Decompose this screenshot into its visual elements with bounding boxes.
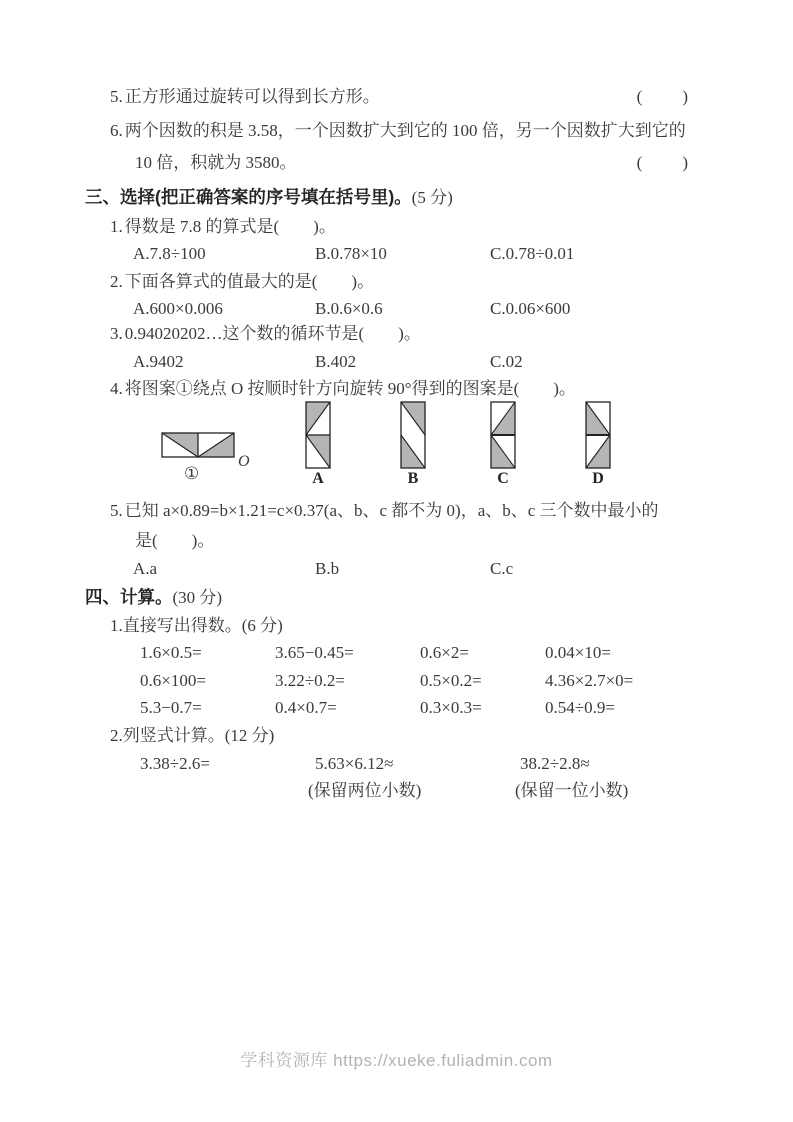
- option-a: A.9402: [133, 352, 184, 371]
- calc-expression: 4.36×2.7×0=: [545, 671, 634, 690]
- choice-q1: [0, 214, 793, 239]
- option-b: B.b: [315, 559, 340, 578]
- calc-expression: 3.38÷2.6=: [140, 754, 210, 773]
- choice-q5-line2: [0, 528, 793, 553]
- question-number: 3.: [110, 324, 123, 343]
- question-number: 5.: [110, 501, 123, 520]
- vertical-calc-title: [0, 723, 793, 748]
- choice-q2: [0, 269, 793, 294]
- choice-q4: [0, 376, 793, 401]
- direct-calc-row-1: [0, 640, 793, 666]
- option-a: A.7.8÷100: [133, 244, 206, 263]
- question-number: 2.: [110, 272, 123, 291]
- calc-expression: 3.22÷0.2=: [275, 671, 345, 690]
- answer-bracket: ( ): [636, 153, 690, 172]
- calc-expression: 3.65−0.45=: [275, 643, 354, 662]
- option-c: C.c: [490, 559, 514, 578]
- section-score: (30 分): [172, 588, 223, 607]
- figure-option-c-image: [488, 401, 518, 471]
- option-c: C.0.78÷0.01: [490, 244, 575, 263]
- figure-option-b-image: [398, 401, 428, 471]
- calc-expression: 0.54÷0.9=: [545, 698, 615, 717]
- calc-expression: 0.04×10=: [545, 643, 611, 662]
- option-c: C.02: [490, 352, 523, 371]
- choice-q3: [0, 321, 793, 346]
- option-a: A.a: [133, 559, 158, 578]
- choice-q2-options: [0, 296, 793, 321]
- rounding-note: (保留一位小数): [515, 781, 629, 800]
- question-number: 4.: [110, 379, 123, 398]
- figure-source: [158, 407, 258, 483]
- calc-expression: 0.6×100=: [140, 671, 206, 690]
- question-text: 将图案①绕点 O 按顺时针方向旋转 90°得到的图案是( )。: [124, 379, 576, 398]
- choice-q5-options: [0, 556, 793, 581]
- choice-q1-options: [0, 241, 793, 266]
- option-b: B.0.78×10: [315, 244, 387, 263]
- answer-bracket: ( ): [636, 87, 690, 106]
- option-b: B.402: [315, 352, 357, 371]
- item-number: 5.: [110, 87, 123, 106]
- item-text: 正方形通过旋转可以得到长方形。: [124, 87, 380, 106]
- option-a: A.600×0.006: [133, 299, 223, 318]
- section-choice-heading: [0, 184, 793, 211]
- figure-option-d: [581, 401, 615, 487]
- option-c: C.0.06×600: [490, 299, 571, 318]
- question-text: 得数是 7.8 的算式是( )。: [124, 217, 336, 236]
- direct-calc-row-3: [0, 695, 793, 721]
- choice-q5-line1: [0, 498, 793, 523]
- figure-option-a: [301, 401, 335, 487]
- figure-option-d-image: [583, 401, 613, 471]
- rotation-figure-row: [0, 401, 793, 493]
- rounding-note: (保留两位小数): [308, 781, 422, 800]
- question-number: 1.: [110, 217, 123, 236]
- option-b: B.0.6×0.6: [315, 299, 383, 318]
- figure-option-a-label: A: [312, 470, 324, 487]
- subsection-title: 1.直接写出得数。(6 分): [110, 616, 283, 635]
- judge-item-6-line1: [0, 118, 793, 143]
- figure-option-b-label: B: [407, 470, 419, 487]
- item-text: 10 倍，积就为 3580。: [135, 153, 297, 172]
- calc-expression: 0.3×0.3=: [420, 698, 482, 717]
- choice-q3-options: [0, 349, 793, 374]
- figure-option-c: [486, 401, 520, 487]
- item-text: 两个因数的积是 3.58，一个因数扩大到它的 100 倍，另一个因数扩大到它的: [124, 121, 686, 140]
- site-watermark: 学科资源库 https://xueke.fuliadmin.com: [240, 1051, 553, 1070]
- calc-expression: 1.6×0.5=: [140, 643, 202, 662]
- section-title: 四、计算。: [85, 587, 173, 607]
- section-title: 三、选择(把正确答案的序号填在括号里)。: [85, 187, 412, 207]
- figure-source-image: [158, 407, 258, 483]
- calc-expression: 0.6×2=: [420, 643, 469, 662]
- section-calc-heading: [0, 584, 793, 611]
- calc-expression: 5.63×6.12≈: [315, 754, 394, 773]
- question-text: 是( )。: [135, 531, 215, 550]
- direct-calc-title: [0, 613, 793, 638]
- calc-expression: 38.2÷2.8≈: [520, 754, 590, 773]
- figure-source-label: ①: [184, 464, 200, 483]
- direct-calc-row-2: [0, 668, 793, 694]
- item-number: 6.: [110, 121, 123, 140]
- figure-option-b: [396, 401, 430, 487]
- judge-item-5: [0, 84, 793, 109]
- calc-expression: 0.5×0.2=: [420, 671, 482, 690]
- figure-option-a-image: [303, 401, 333, 471]
- question-text: 已知 a×0.89=b×1.21=c×0.37(a、b、c 都不为 0)，a、b、c 三个数中最小的: [124, 501, 659, 520]
- figure-option-c-label: C: [497, 470, 509, 487]
- vertical-calc-problems: [0, 751, 793, 776]
- figure-option-d-label: D: [592, 470, 604, 487]
- question-text: 下面各算式的值最大的是( )。: [124, 272, 375, 291]
- calc-expression: 5.3−0.7=: [140, 698, 202, 717]
- question-text: 0.94020202…这个数的循环节是( )。: [124, 324, 421, 343]
- section-score: (5 分): [411, 188, 453, 207]
- calc-expression: 0.4×0.7=: [275, 698, 337, 717]
- subsection-title: 2.列竖式计算。(12 分): [110, 726, 275, 745]
- vertical-calc-notes: [0, 778, 793, 803]
- judge-item-6-line2: [0, 150, 793, 175]
- pivot-point-label: O: [238, 453, 250, 470]
